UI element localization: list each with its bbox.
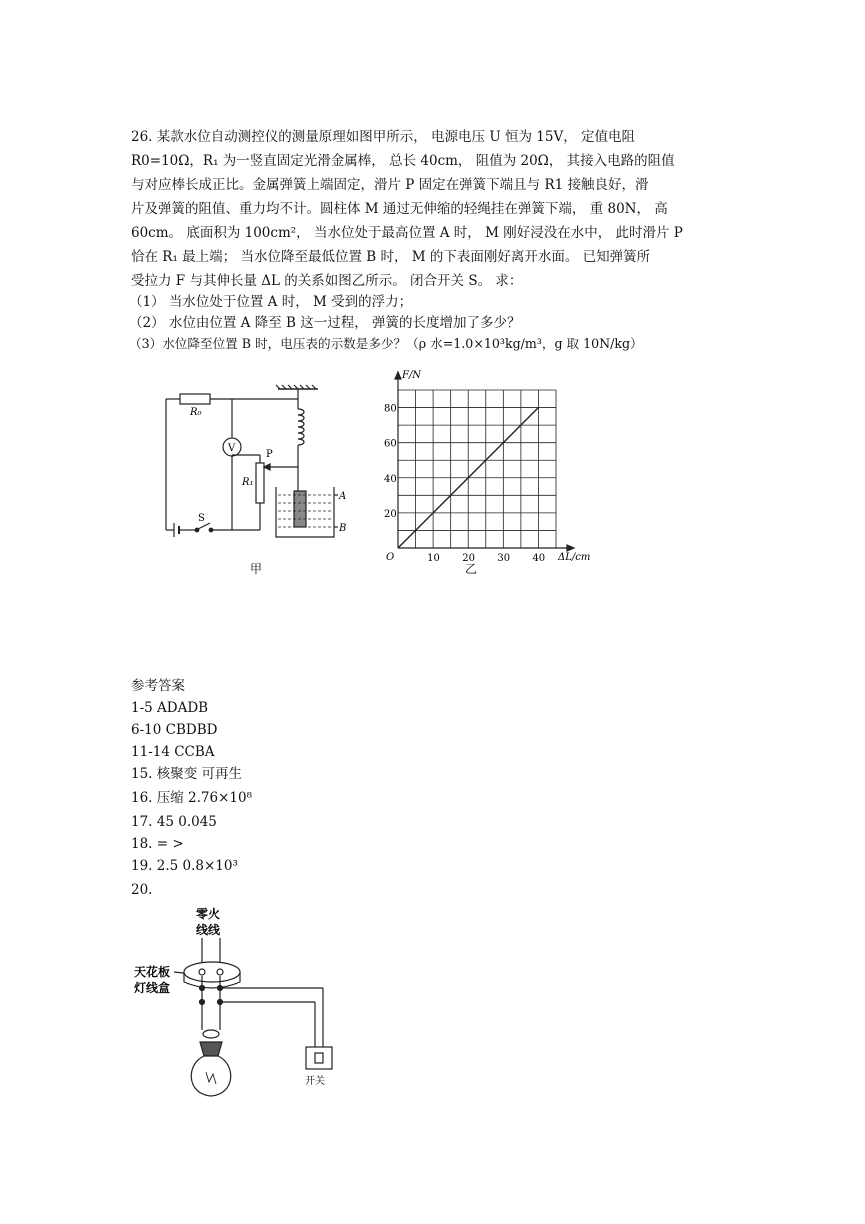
problem-line-7: 受拉力 F 与其伸长量 ΔL 的关系如图乙所示。 闭合开关 S。 求： — [131, 273, 523, 289]
slider-label: P — [266, 449, 273, 460]
ceiling-box-label-2: 灯线盒 — [134, 981, 171, 995]
problem-line-5: 60cm。 底面积为 100cm²， 当水位处于最高位置 A 时， M 刚好浸没在水中， 此时滑片 P — [131, 225, 683, 241]
question-1: （1） 当水位处于位置 A 时， M 受到的浮力； — [129, 294, 413, 310]
bulb — [191, 1056, 230, 1096]
figure-yi-caption: 乙 — [465, 562, 478, 576]
origin-label: O — [386, 552, 395, 563]
question-3: （3）水位降至位置 B 时，电压表的示数是多少？（ρ 水=1.0×10³kg/m³，g 取 10N/kg） — [129, 336, 643, 351]
ceiling-box-label-1: 天花板 — [134, 965, 171, 979]
answer-line-3: 11-14 CCBA — [131, 744, 215, 760]
y-axis-label: F/N — [402, 370, 422, 381]
ceiling-box — [184, 962, 240, 982]
answer-line-1: 1-5 ADADB — [131, 700, 209, 716]
answer-line-7: 18. = > — [131, 836, 184, 852]
x-tick-label: 20 — [462, 553, 475, 564]
x-axis-arrow — [567, 545, 574, 551]
zero-live-label: 零火 — [196, 907, 221, 921]
answer-line-2: 6-10 CBDBD — [131, 722, 218, 738]
r0-resistor — [180, 394, 210, 404]
r1-label: R₁ — [242, 477, 254, 488]
pos-a-label: A — [339, 491, 347, 502]
switch-label: S — [198, 513, 205, 524]
figure-jia-caption: 甲 — [250, 562, 263, 576]
r0-label: R₀ — [190, 407, 202, 418]
y-axis-arrow — [395, 372, 401, 379]
switch-label: 开关 — [305, 1076, 325, 1087]
answer-line-9: 20. — [131, 882, 153, 898]
x-tick-label: 10 — [427, 553, 440, 564]
voltmeter-label: V — [228, 443, 236, 454]
cylinder-m — [294, 491, 306, 527]
force-extension-chart — [360, 355, 590, 565]
y-tick-label: 60 — [384, 438, 397, 450]
answer-line-4: 15. 核聚变 可再生 — [131, 766, 243, 782]
y-tick-label: 20 — [384, 508, 397, 520]
x-tick-label: 30 — [497, 553, 511, 564]
answer-line-5: 16. 压缩 2.76×10⁸ — [131, 790, 253, 806]
answer-line-6: 17. 45 0.045 — [131, 814, 217, 830]
x-tick-label: 40 — [532, 553, 546, 564]
y-tick-label: 40 — [384, 473, 397, 485]
answers-title: 参考答案 — [131, 678, 185, 694]
y-tick-label: 80 — [384, 403, 397, 415]
pos-b-label: B — [339, 523, 347, 534]
problem-line-1: 26. 某款水位自动测控仪的测量原理如图甲所示， 电源电压 U 恒为 15V， 定值电阻 — [131, 129, 636, 145]
answer-line-8: 19. 2.5 0.8×10³ — [131, 858, 238, 874]
wiring-diagram — [130, 902, 350, 1102]
problem-line-2: R0=10Ω，R₁ 为一竖直固定光滑金属棒， 总长 40cm， 阻值为 20Ω， 其接入电路的阻值 — [131, 153, 675, 169]
question-2: （2） 水位由位置 A 降至 B 这一过程， 弹簧的长度增加了多少？ — [129, 315, 521, 331]
problem-line-4: 片及弹簧的阻值、重力均不计。圆柱体 M 通过无伸缩的轻绳挂在弹簧下端， 重 80N， 高 — [131, 201, 668, 217]
x-axis-label: ΔL/cm — [558, 552, 590, 563]
r1-resistor — [256, 463, 264, 503]
wire-label: 线线 — [196, 923, 221, 937]
problem-line-3: 与对应棒长成正比。金属弹簧上端固定，滑片 P 固定在弹簧下端且与 R1 接触良好，滑 — [131, 177, 649, 193]
circuit-diagram — [160, 375, 360, 545]
problem-line-6: 恰在 R₁ 最上端； 当水位降至最低位置 B 时， M 的下表面刚好离开水面。 已知弹簧所 — [131, 249, 651, 265]
